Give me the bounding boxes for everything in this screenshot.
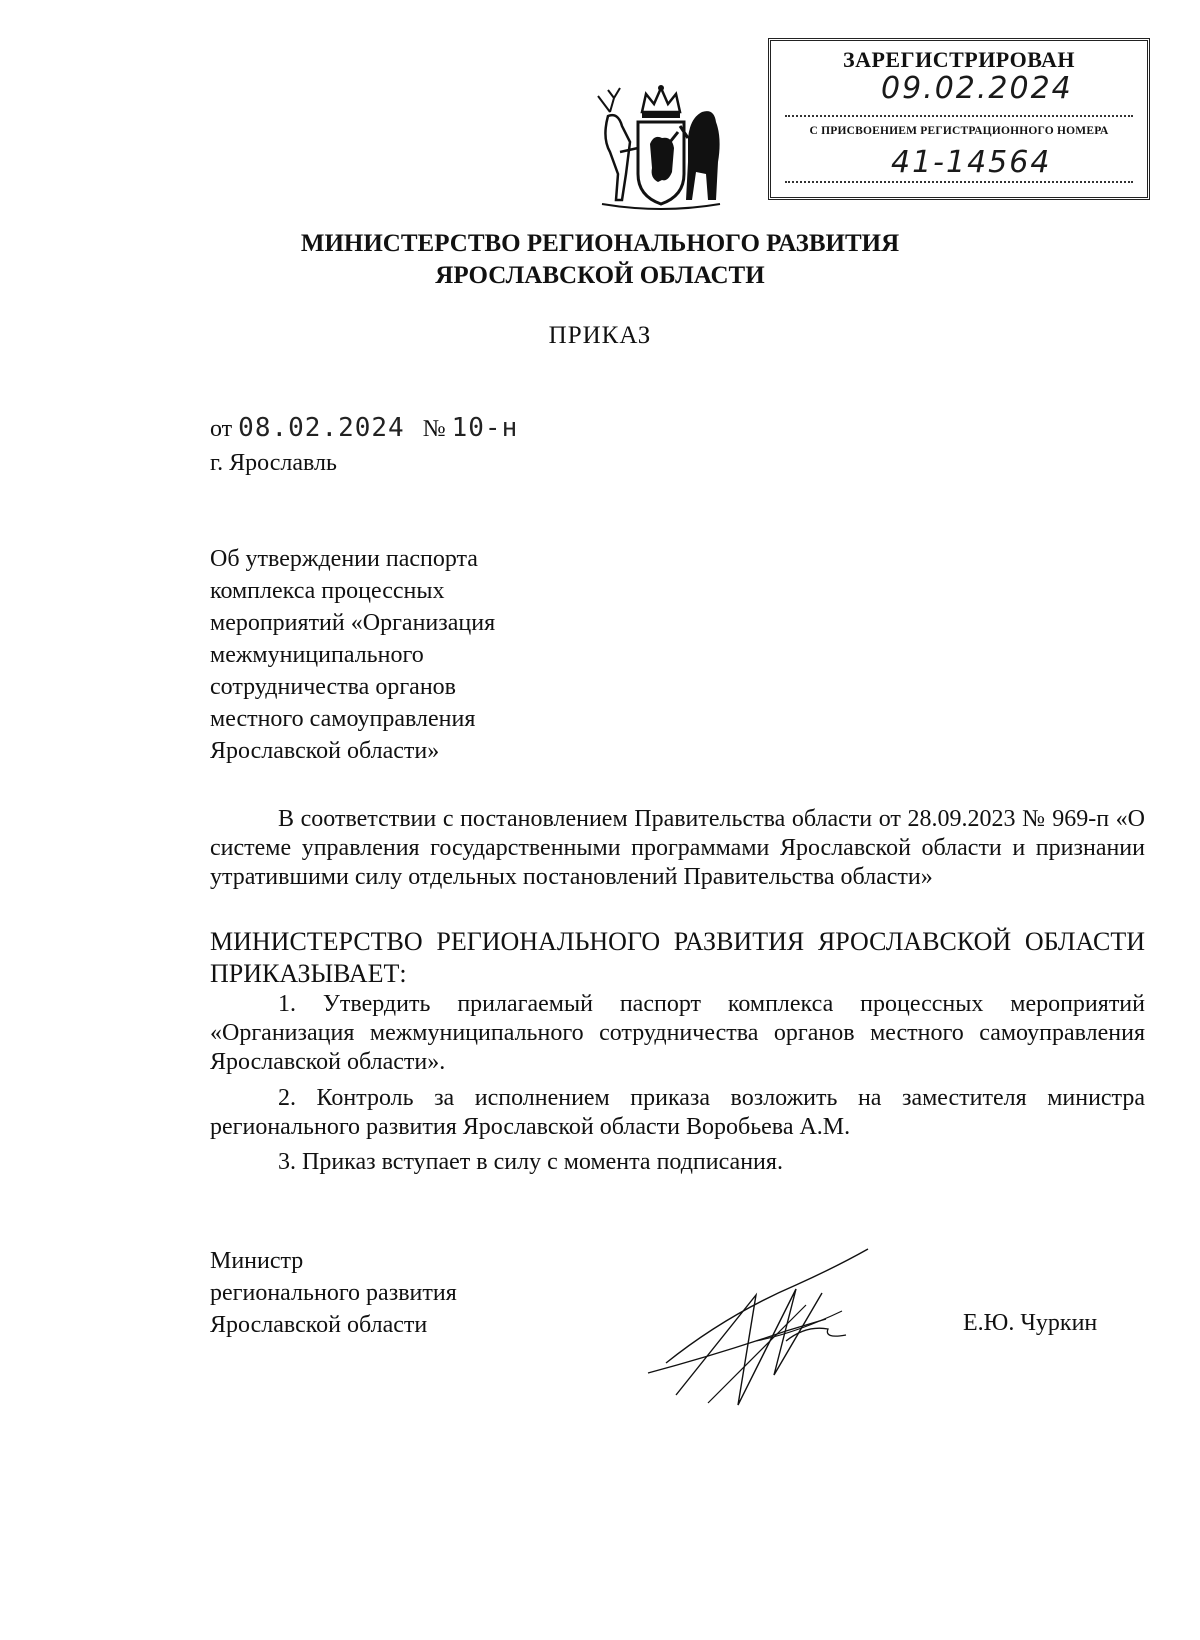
handwritten-signature-icon [646,1245,876,1410]
stamp-divider [785,115,1133,117]
signer-name: Е.Ю. Чуркин [963,1310,1098,1336]
registration-stamp [768,38,1150,200]
order-item-2: 2. Контроль за исполнением приказа возложить на заместителя министра регионального развития Ярославской области Воробьева А.М. [210,1085,1145,1140]
order-date: 08.02.2024 [238,413,405,443]
order-item-1: 1. Утвердить прилагаемый паспорт комплекса процессных мероприятий «Организация межмуниципального сотрудничества органов местного самоуправления Ярославской области». [210,991,1145,1075]
ministry-title [0,228,1200,292]
subject-line: Ярославской области» [210,738,440,764]
orders-heading: МИНИСТЕРСТВО РЕГИОНАЛЬНОГО РАЗВИТИЯ ЯРОСЛАВСКОЙ ОБЛАСТИ ПРИКАЗЫВАЕТ: [210,927,1145,988]
order-number: 10-н [451,413,519,443]
order-subject [210,543,590,767]
ministry-title-line2: ЯРОСЛАВСКОЙ ОБЛАСТИ [435,262,765,289]
subject-line: Об утверждении паспорта [210,546,478,572]
order-item-3: 3. Приказ вступает в силу с момента подписания. [278,1149,783,1175]
stamp-title: ЗАРЕГИСТРИРОВАН [842,47,1076,72]
subject-line: местного самоуправления [210,706,476,732]
number-label: № [422,416,446,442]
stamp-subtitle: С ПРИСВОЕНИЕМ РЕГИСТРАЦИОННОГО НОМЕРА [809,125,1109,137]
date-number-line [210,413,518,443]
subject-line: комплекса процессных [210,578,445,604]
subject-line: мероприятий «Организация [210,610,496,636]
coat-of-arms-icon [592,82,730,212]
signer-title [210,1245,457,1341]
stamp-number: 41-14564 [891,145,1052,180]
subject-line: межмуниципального [210,642,424,668]
subject-line: сотрудничества органов [210,674,456,700]
signer-title-line: регионального развития [210,1280,457,1306]
basis-paragraph: В соответствии с постановлением Правительства области от 28.09.2023 № 969-п «О системе управления государственными программами Ярославской области и признании утратившими силу отдельных постановлений Правительства области» [210,806,1145,890]
ministry-title-line1: МИНИСТЕРСТВО РЕГИОНАЛЬНОГО РАЗВИТИЯ [300,230,900,257]
signer-title-line: Ярославской области [210,1312,428,1338]
from-label: от [210,416,233,442]
signer-title-line: Министр [210,1248,304,1274]
city: г. Ярославль [210,450,337,476]
document-type: ПРИКАЗ [548,322,652,349]
stamp-date: 09.02.2024 [881,71,1073,106]
stamp-divider [785,181,1133,183]
